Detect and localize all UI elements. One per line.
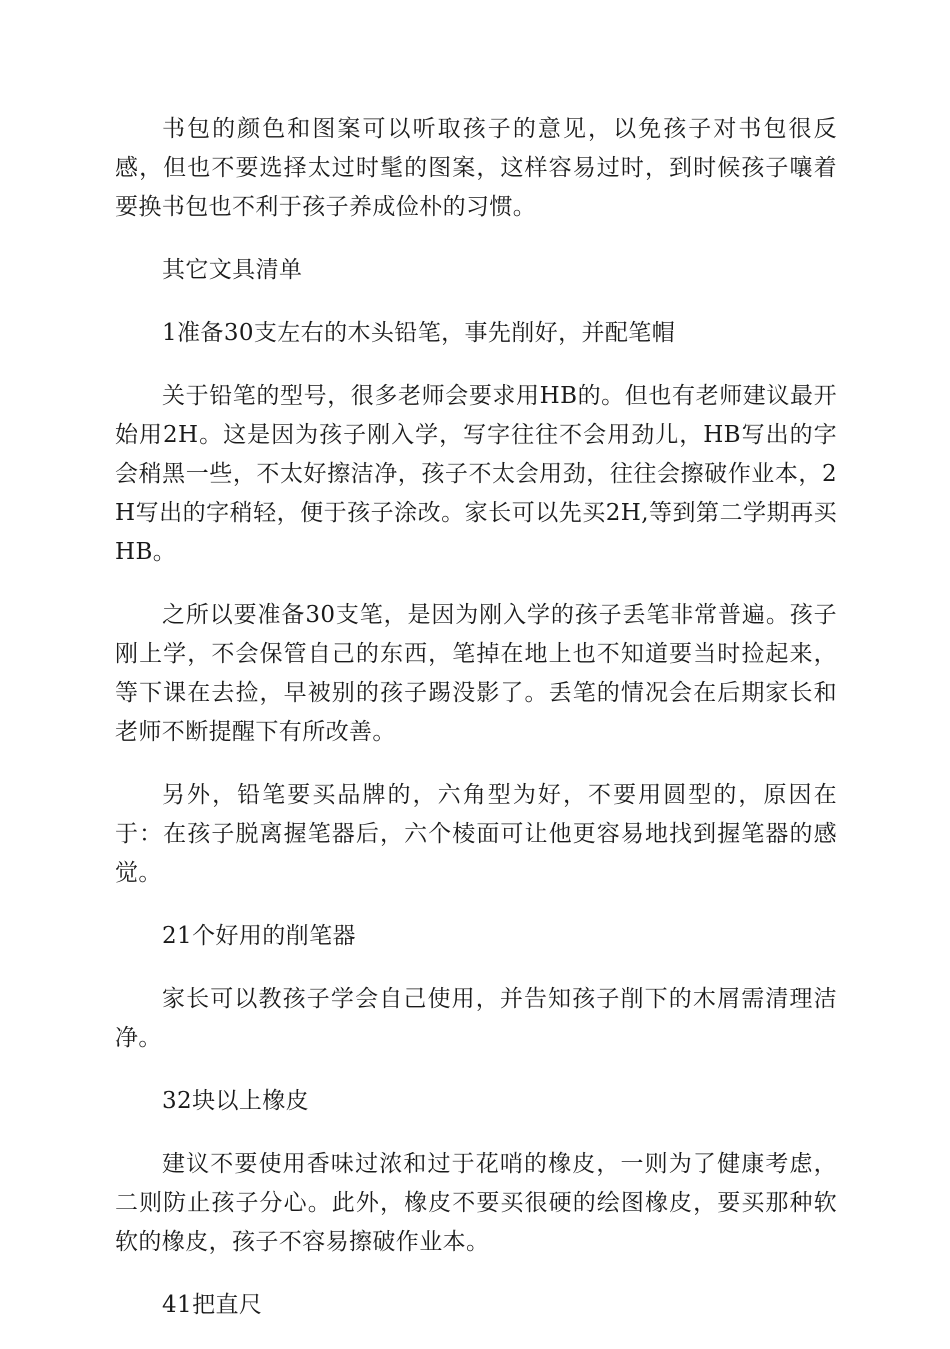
heading-item-1-pencils: 1准备30支左右的木头铅笔，事先削好，并配笔帽: [162, 320, 676, 346]
heading-other-stationery: 其它文具清单: [162, 257, 303, 283]
paragraph-backpack-choice: 书包的颜色和图案可以听取孩子的意见，以免孩子对书包很反感，但也不要选择太过时髦的图案，这样容易过时，到时候孩子嚷着要换书包也不利于孩子养成俭朴的习惯。: [115, 116, 837, 220]
heading-item-2-sharpener: 21个好用的削笔器: [162, 923, 356, 949]
heading-item-4-ruler: 41把直尺: [162, 1292, 263, 1318]
heading-item-3-erasers: 32块以上橡皮: [162, 1088, 310, 1114]
paragraph-eraser-advice: 建议不要使用香味过浓和过于花哨的橡皮，一则为了健康考虑，二则防止孩子分心。此外，橡皮不要买很硬的绘图橡皮，要买那种软软的橡皮，孩子不容易擦破作业本。: [115, 1151, 837, 1255]
paragraph-pencil-shape: 另外，铅笔要买品牌的，六角型为好，不要用圆型的，原因在于：在孩子脱离握笔器后，六个棱面可让他更容易地找到握笔器的感觉。: [115, 782, 837, 886]
paragraph-pencil-grade: 关于铅笔的型号，很多老师会要求用HB的。但也有老师建议最开始用2H。这是因为孩子刚入学，写字往往不会用劲儿，HB写出的字会稍黑一些，不太好擦洁净，孩子不太会用劲，往往会擦破作业本，2H写出的字稍轻，便于孩子涂改。家长可以先买2H,等到第二学期再买HB。: [115, 383, 837, 565]
paragraph-pencil-quantity: 之所以要准备30支笔，是因为刚入学的孩子丢笔非常普遍。孩子刚上学，不会保管自己的东西，笔掉在地上也不知道要当时捡起来，等下课在去捡，早被别的孩子踢没影了。丢笔的情况会在后期家长和老师不断提醒下有所改善。: [115, 602, 837, 745]
paragraph-sharpener-usage: 家长可以教孩子学会自己使用，并告知孩子削下的木屑需清理洁净。: [115, 986, 837, 1051]
document-body: [115, 110, 837, 1349]
